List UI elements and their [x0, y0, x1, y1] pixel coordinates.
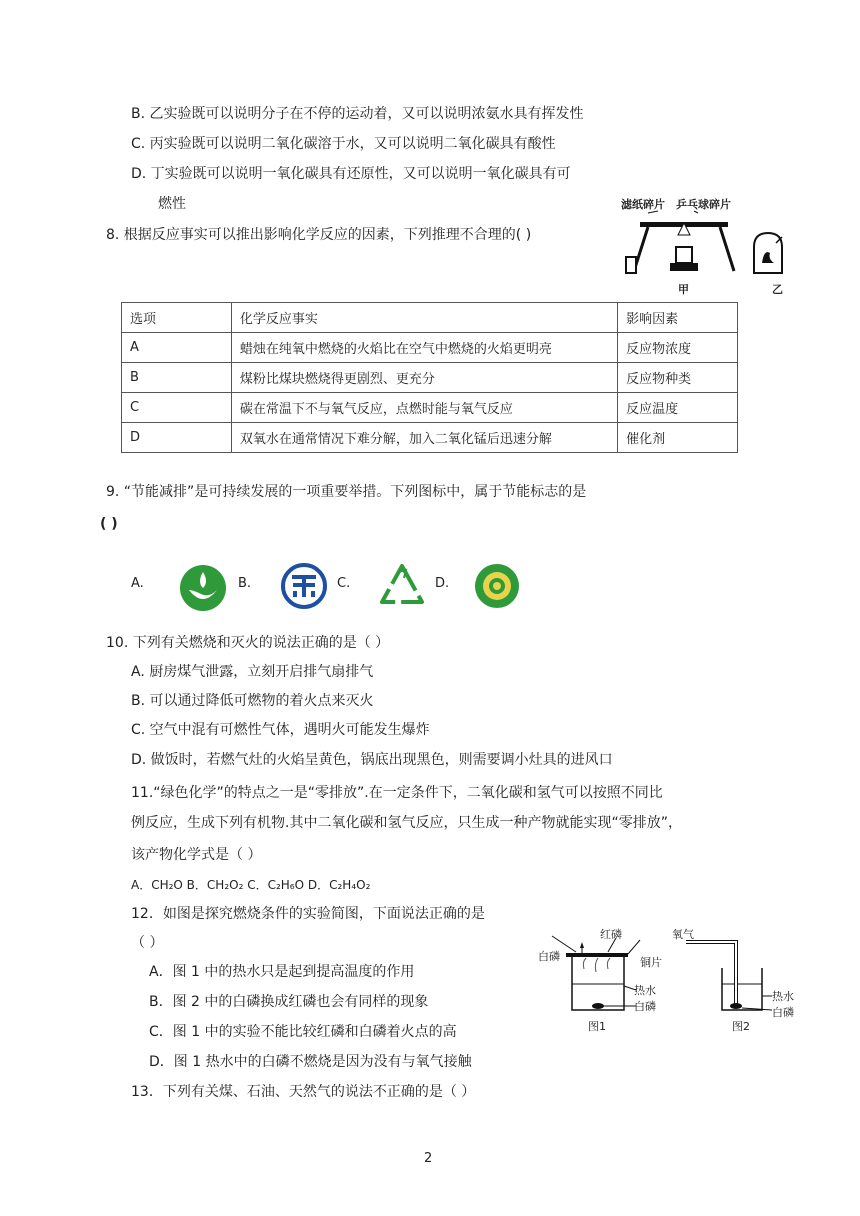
- white-phosphorus-label-2: 白磷: [634, 1000, 656, 1013]
- pingpong-label: 乒乓球碎片: [676, 198, 731, 211]
- q8-table: [121, 302, 738, 453]
- tripod-diagram: [618, 193, 798, 298]
- q9-label-b: B.: [238, 576, 252, 591]
- table-cell: 催化剂: [618, 423, 738, 453]
- table-row: [122, 363, 738, 393]
- table-row: [122, 423, 738, 453]
- q10-stem: 10. 下列有关燃烧和灭火的说法正确的是（ ）: [106, 635, 390, 651]
- header-option: 选项: [122, 303, 232, 333]
- table-cell: 反应物种类: [618, 363, 738, 393]
- q7-option-d-line2: 燃性: [158, 196, 186, 212]
- q11-line1: 11.“绿色化学”的特点之一是“零排放”.在一定条件下，二氧化碳和氢气可以按照不同比: [131, 785, 663, 801]
- q11-line2: 例反应，生成下列有机物.其中二氧化碳和氢气反应，只生成一种产物就能实现“零排放”，: [131, 815, 682, 831]
- header-fact: 化学反应事实: [231, 303, 617, 333]
- table-row: [122, 333, 738, 363]
- q10-option-d: D. 做饭时，若燃气灶的火焰呈黄色，锅底出现黑色，则需要调小灶具的进风口: [131, 752, 613, 768]
- q10-option-a: A. 厨房煤气泄露，立刻开启排气扇排气: [131, 664, 374, 680]
- table-cell: 双氧水在通常情况下难分解，加入二氧化锰后迅速分解: [231, 423, 617, 453]
- q11-line3: 该产物化学式是（ ）: [131, 847, 262, 863]
- table-cell: 煤粉比煤块燃烧得更剧烈、更充分: [231, 363, 617, 393]
- energy-saving-logo-icon: [281, 563, 327, 609]
- page-number: 2: [424, 1151, 433, 1166]
- hot-water-label-2: 热水: [772, 990, 794, 1003]
- q9-label-a: A.: [131, 576, 144, 591]
- table-row: [122, 393, 738, 423]
- table-cell: A: [122, 333, 232, 363]
- table-cell: 碳在常温下不与氧气反应，点燃时能与氧气反应: [231, 393, 617, 423]
- table-cell: 反应温度: [618, 393, 738, 423]
- q12-option-d: D．图 1 热水中的白磷不燃烧是因为没有与氧气接触: [149, 1054, 472, 1070]
- q12-option-a: A．图 1 中的热水只是起到提高温度的作用: [149, 964, 415, 980]
- q8-figure: [618, 193, 798, 298]
- q12-figure: [536, 924, 800, 1034]
- table-cell: 反应物浓度: [618, 333, 738, 363]
- q12-stem: 12．如图是探究燃烧条件的实验简图，下面说法正确的是: [131, 906, 485, 922]
- table-cell: B: [122, 363, 232, 393]
- filter-paper-label: 滤纸碎片: [621, 198, 665, 211]
- recycle-logo-icon: [378, 562, 426, 608]
- header-factor: 影响因素: [618, 303, 738, 333]
- table-header-row: [122, 303, 738, 333]
- q9-label-d: D.: [435, 576, 450, 591]
- q11-options: A．CH₂O B．CH₂O₂ C．C₂H₆O D．C₂H₄O₂: [131, 878, 371, 892]
- q12-option-c: C．图 1 中的实验不能比较红磷和白磷着火点的高: [149, 1024, 457, 1040]
- q12-option-b: B．图 2 中的白磷换成红磷也会有同样的现象: [149, 994, 429, 1010]
- table-cell: D: [122, 423, 232, 453]
- q9-stem: 9. “节能减排”是可持续发展的一项重要举措。下列图标中，属于节能标志的是: [106, 484, 587, 500]
- q7-option-b: B. 乙实验既可以说明分子在不停的运动着，又可以说明浓氨水具有挥发性: [131, 106, 584, 122]
- combustion-experiment-diagram: [536, 924, 800, 1034]
- water-saving-logo-icon: [179, 564, 227, 612]
- q8-stem: 8. 根据反应事实可以推出影响化学反应的因素，下列推理不合理的( ): [106, 227, 532, 243]
- green-food-logo-icon: [474, 563, 520, 609]
- jia-label: 甲: [678, 283, 689, 296]
- q10-option-c: C. 空气中混有可燃性气体，遇明火可能发生爆炸: [131, 722, 430, 738]
- fig1-label: 图1: [588, 1020, 606, 1033]
- q9-label-c: C.: [337, 576, 351, 591]
- q7-option-d-line1: D. 丁实验既可以说明一氧化碳具有还原性，又可以说明一氧化碳具有可: [131, 166, 571, 182]
- oxygen-label: 氧气: [672, 928, 694, 941]
- q13-stem: 13．下列有关煤、石油、天然气的说法不正确的是（ ）: [131, 1084, 476, 1100]
- copper-sheet-label: 铜片: [640, 956, 662, 969]
- white-phosphorus-label-3: 白磷: [772, 1006, 794, 1019]
- table-cell: C: [122, 393, 232, 423]
- white-phosphorus-label: 白磷: [538, 950, 560, 963]
- q9-paren: ( ): [100, 516, 118, 532]
- hot-water-label: 热水: [634, 984, 656, 997]
- yi-label: 乙: [772, 283, 783, 296]
- fig2-label: 图2: [732, 1020, 750, 1033]
- q7-option-c: C. 丙实验既可以说明二氧化碳溶于水，又可以说明二氧化碳具有酸性: [131, 136, 556, 152]
- q10-option-b: B. 可以通过降低可燃物的着火点来灭火: [131, 693, 374, 709]
- table-cell: 蜡烛在纯氧中燃烧的火焰比在空气中燃烧的火焰更明亮: [231, 333, 617, 363]
- q12-paren: （ ）: [131, 935, 164, 951]
- red-phosphorus-label: 红磷: [600, 928, 622, 941]
